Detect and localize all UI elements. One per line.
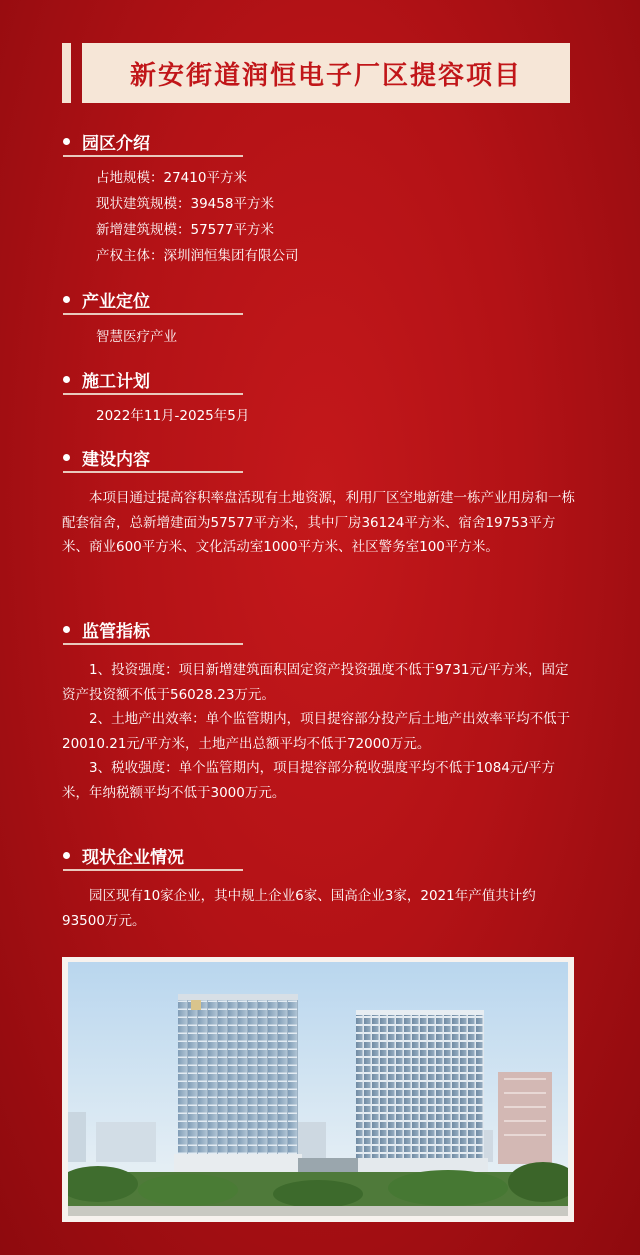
page-title: 新安街道润恒电子厂区提容项目 (129, 60, 522, 91)
paragraph: 园区现有10家企业，其中规上企业6家、国高企业3家，2021年产值共计约93500万元。 (62, 888, 536, 929)
info-line: 新增建筑规模：57577平方米 (96, 222, 274, 238)
bullet-icon (63, 626, 70, 633)
construction-text (62, 486, 578, 560)
supervision-text (62, 658, 578, 805)
heading-underline (63, 393, 243, 395)
paragraph: 本项目通过提高容积率盘活现有土地资源，利用厂区空地新建一栋产业用房和一栋配套宿舍，总新增建面为57577平方米，其中厂房36124平方米、宿舍19753平方米、商业600平方米、文化活动室1000平方米、社区警务室100平方米。 (62, 490, 575, 555)
section-heading: 监管指标 (82, 621, 150, 642)
section-heading: 产业定位 (82, 291, 150, 312)
info-line: 占地规模：27410平方米 (96, 170, 247, 186)
heading-underline (63, 471, 243, 473)
heading-underline (63, 313, 243, 315)
section-supervision (63, 614, 150, 644)
bullet-icon (63, 296, 70, 303)
section-enterprises (63, 840, 184, 870)
paragraph: 1、投资强度：项目新增建筑面积固定资产投资强度不低于9731元/平方米，固定资产投资额不低于56028.23万元。 (62, 662, 569, 703)
title-banner (62, 43, 570, 103)
bullet-icon (63, 138, 70, 145)
section-heading: 现状企业情况 (82, 847, 184, 868)
enterprises-text (62, 884, 578, 933)
title-box (82, 43, 570, 103)
heading-underline (63, 155, 243, 157)
bullet-icon (63, 852, 70, 859)
paragraph: 2、土地产出效率：单个监管期内，项目提容部分投产后土地产出效率平均不低于20010.21元/平方米，土地产出总额平均不低于72000万元。 (62, 711, 571, 752)
section-schedule (63, 364, 150, 394)
heading-underline (63, 643, 243, 645)
section-industry (63, 284, 150, 314)
heading-underline (63, 869, 243, 871)
section-heading: 园区介绍 (82, 133, 150, 154)
section-heading: 建设内容 (82, 449, 150, 470)
paragraph: 3、税收强度：单个监管期内，项目提容部分税收强度平均不低于1084元/平方米，年纳税额平均不低于3000万元。 (62, 760, 555, 801)
section-park-intro (63, 126, 150, 156)
bullet-icon (63, 376, 70, 383)
info-line: 智慧医疗产业 (96, 329, 177, 345)
title-accent-bar (62, 43, 71, 103)
photo-frame (62, 957, 574, 1222)
info-line: 产权主体：深圳润恒集团有限公司 (96, 248, 299, 264)
section-construction (63, 442, 150, 472)
section-heading: 施工计划 (82, 371, 150, 392)
info-line: 现状建筑规模：39458平方米 (96, 196, 274, 212)
bullet-icon (63, 454, 70, 461)
building-rendering (68, 962, 568, 1216)
info-line: 2022年11月-2025年5月 (96, 408, 250, 424)
